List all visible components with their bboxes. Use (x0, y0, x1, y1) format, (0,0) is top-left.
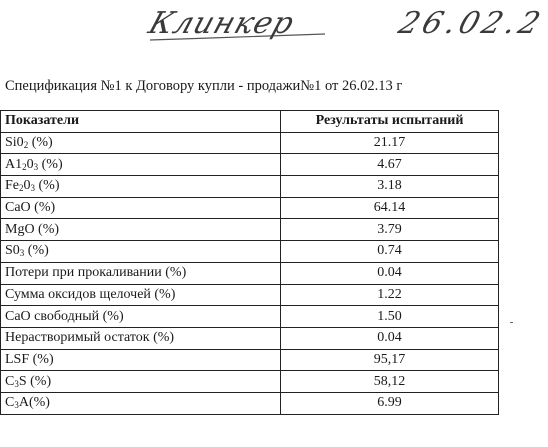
result-cell: 1.50 (281, 306, 499, 328)
indicator-text: Сумма оксидов щелочей (%) (5, 286, 176, 302)
result-cell: 64.14 (281, 197, 499, 219)
indicator-cell (1, 132, 281, 154)
table-row (1, 197, 499, 219)
indicator-cell (1, 349, 281, 371)
result-cell: 3.79 (281, 219, 499, 241)
indicator-cell (1, 241, 281, 263)
indicator-cell (1, 262, 281, 284)
result-cell: 4.67 (281, 154, 499, 176)
indicator-text: Нерастворимый остаток (%) (5, 330, 175, 346)
indicator-text: C (5, 373, 15, 389)
table-row (1, 371, 499, 393)
table-row (1, 176, 499, 198)
indicator-cell (1, 284, 281, 306)
indicator-cell (1, 197, 281, 219)
indicator-text: MgO (%) (5, 221, 60, 237)
table-row (1, 284, 499, 306)
result-cell: 58,12 (281, 371, 499, 393)
table-row (1, 349, 499, 371)
indicator-subscript: 3 (14, 400, 19, 411)
indicator-text: Потери при прокаливании (%) (5, 265, 187, 281)
indicator-text: S (%) (18, 373, 52, 389)
indicator-subscript: 3 (30, 183, 35, 194)
indicator-text: Fe (5, 178, 19, 194)
result-cell: 95,17 (281, 349, 499, 371)
indicator-cell (1, 327, 281, 349)
handwritten-signature: Клинкер (144, 6, 299, 41)
result-cell: 21.17 (281, 132, 499, 154)
indicator-subscript: 2 (23, 140, 29, 151)
indicator-cell (1, 371, 281, 393)
indicator-subscript: 2 (19, 183, 24, 194)
indicator-subscript: 3 (33, 161, 39, 172)
indicator-cell (1, 306, 281, 328)
indicator-subscript: 3 (14, 378, 19, 389)
table-row (1, 219, 499, 241)
table-row (1, 306, 499, 328)
table-header-row (1, 111, 499, 133)
indicator-cell (1, 154, 281, 176)
table-row (1, 327, 499, 349)
indicator-cell (1, 219, 281, 241)
indicator-text: LSF (%) (5, 351, 54, 367)
table-row (1, 132, 499, 154)
indicator-cell (1, 176, 281, 198)
indicator-text: (%) (24, 243, 49, 259)
indicator-text: Si0 (5, 135, 24, 151)
column-header-results: Результаты испытаний (281, 111, 499, 133)
indicator-subscript: 2 (22, 161, 27, 172)
indicator-text: A(%) (18, 395, 50, 411)
handwritten-date: 26.02.2 (394, 6, 548, 41)
document-title: Спецификация №1 к Договору купли - продажи№1 от 26.02.13 г (5, 78, 403, 94)
indicator-text: 0 (26, 156, 34, 172)
table-row (1, 154, 499, 176)
indicator-text: 0 (23, 178, 31, 194)
result-cell: 3.18 (281, 176, 499, 198)
result-cell: 1.22 (281, 284, 499, 306)
table-row (1, 392, 499, 414)
result-cell: 6.99 (281, 392, 499, 414)
indicator-subscript: 3 (19, 248, 25, 259)
indicator-cell (1, 392, 281, 414)
indicator-text: (%) (38, 156, 63, 172)
indicator-text: S0 (5, 243, 20, 259)
result-cell: 0.74 (281, 241, 499, 263)
indicator-text: C (5, 395, 15, 411)
handwritten-header (0, 0, 548, 60)
scan-speck (510, 322, 513, 323)
table-row (1, 262, 499, 284)
indicator-text: A1 (5, 156, 23, 172)
result-cell: 0.04 (281, 262, 499, 284)
table-row (1, 241, 499, 263)
specification-table (0, 110, 499, 415)
result-cell: 0.04 (281, 327, 499, 349)
indicator-text: (%) (28, 135, 53, 151)
indicator-text: CaO (%) (5, 200, 56, 216)
column-header-indicators: Показатели (1, 111, 281, 133)
indicator-text: (%) (35, 178, 60, 194)
indicator-text: CaO свободный (%) (5, 308, 124, 324)
